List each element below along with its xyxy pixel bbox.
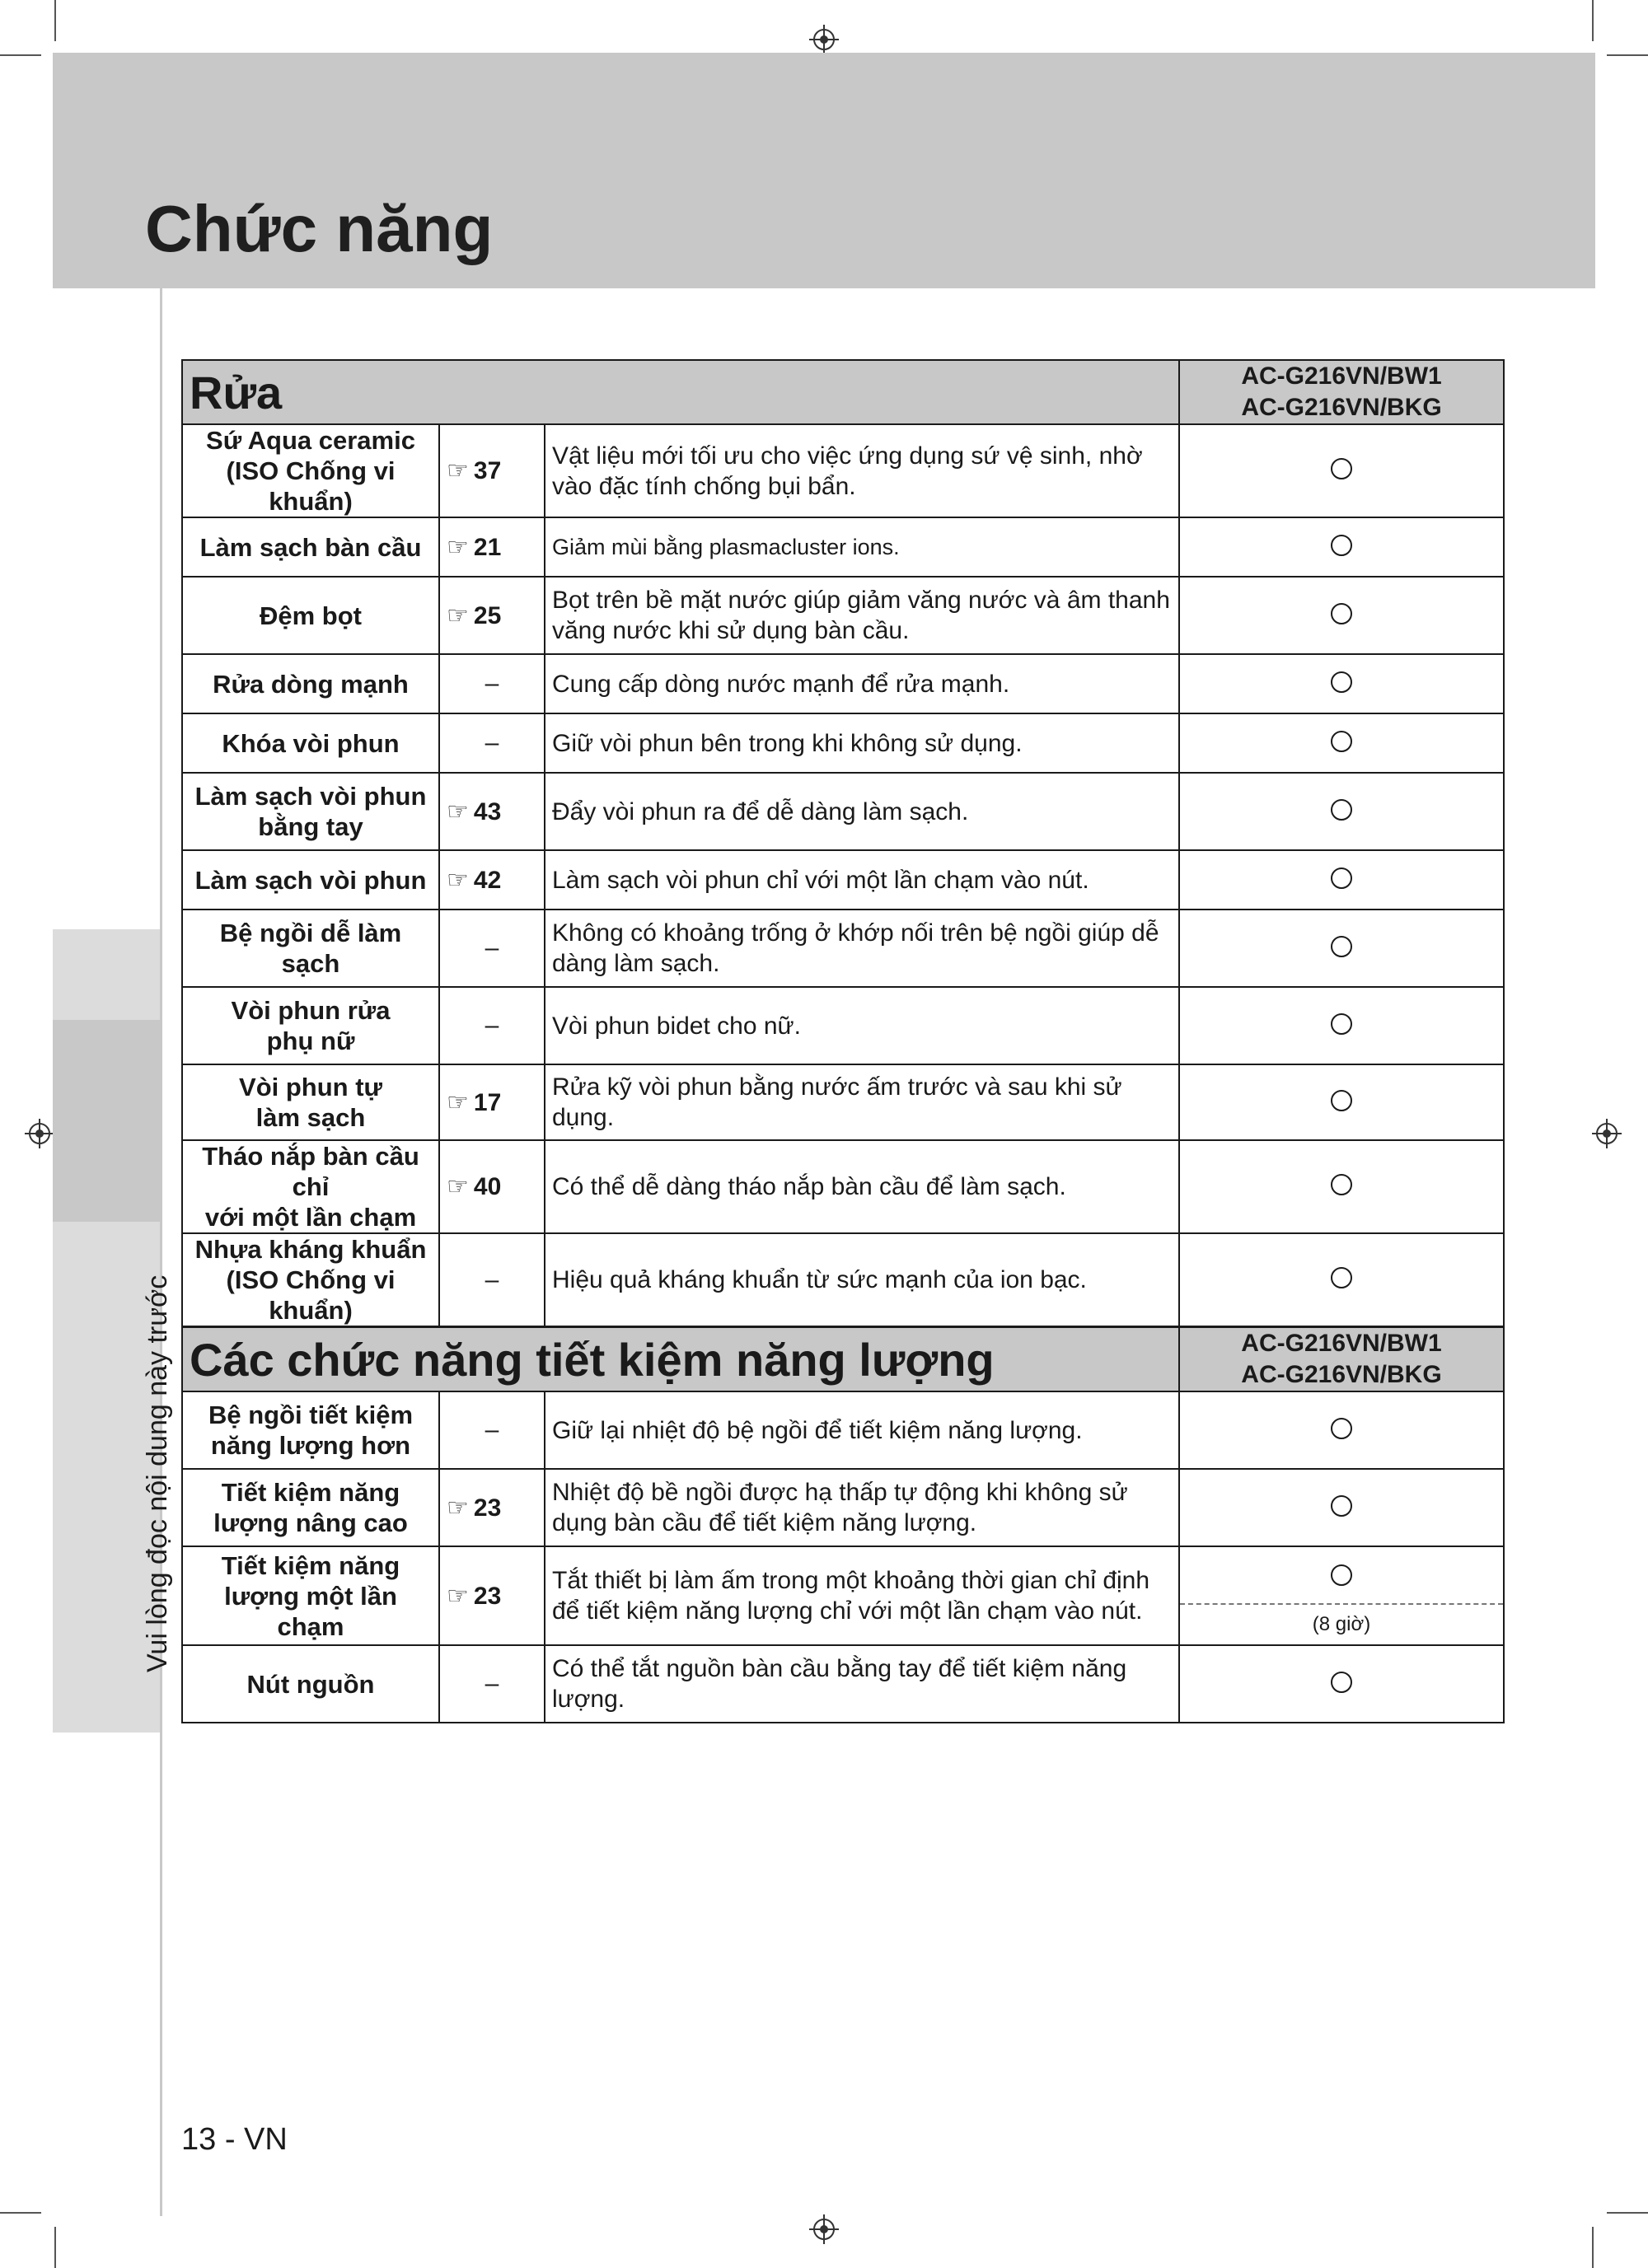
crop-mark: [54, 0, 56, 41]
model-line: AC-G216VN/BKG: [1241, 394, 1442, 421]
circle-icon: [1331, 936, 1352, 957]
mark-note: (8 giờ): [1312, 1613, 1371, 1635]
energy-saving-table: [181, 1326, 1505, 1723]
page-reference: –: [439, 1391, 545, 1469]
feature-name: Vòi phun rửa phụ nữ: [182, 987, 439, 1064]
pointing-hand-icon: ☞: [447, 601, 469, 629]
circle-icon: [1331, 799, 1352, 821]
circle-icon: [1331, 1418, 1352, 1439]
feature-name: Làm sạch vòi phun: [182, 850, 439, 910]
page-number: 13 - VN: [181, 2122, 288, 2157]
crop-mark: [1607, 54, 1648, 56]
crop-mark: [0, 2212, 41, 2214]
feature-description: Đẩy vòi phun ra để dễ dàng làm sạch.: [545, 773, 1179, 850]
table-row: [182, 1469, 1504, 1546]
side-tab-label: Vui lòng đọc nội dung này trước: [142, 1274, 173, 1672]
circle-icon: [1331, 1672, 1352, 1693]
page-reference: ☞ 40: [439, 1140, 545, 1233]
page-reference: ☞ 42: [439, 850, 545, 910]
table-row: [182, 1140, 1504, 1233]
table-row: [182, 987, 1504, 1064]
availability-mark: [1179, 713, 1504, 773]
pointing-hand-icon: ☞: [447, 1173, 469, 1200]
feature-description: Tắt thiết bị làm ấm trong một khoảng thời gian chỉ định để tiết kiệm năng lượng chỉ với một lần chạm vào nút.: [545, 1546, 1179, 1645]
availability-mark: [1179, 773, 1504, 850]
table-row: [182, 773, 1504, 850]
pointing-hand-icon: ☞: [447, 1088, 469, 1116]
feature-description: Rửa kỹ vòi phun bằng nước ấm trước và sau khi sử dụng.: [545, 1064, 1179, 1140]
feature-name: Vòi phun tự làm sạch: [182, 1064, 439, 1140]
pointing-hand-icon: ☞: [447, 457, 469, 484]
table-row: [182, 424, 1504, 517]
table-row: [182, 910, 1504, 987]
circle-icon: [1331, 1090, 1352, 1111]
section-title: Rửa: [182, 360, 1179, 424]
model-header: [1179, 1327, 1504, 1391]
table-row: [182, 850, 1504, 910]
registration-mark-icon: [25, 1119, 54, 1148]
availability-mark: [1179, 1233, 1504, 1326]
feature-name: Bệ ngồi dễ làm sạch: [182, 910, 439, 987]
page-reference: –: [439, 1645, 545, 1723]
table-row: [182, 1064, 1504, 1140]
page-reference: ☞ 37: [439, 424, 545, 517]
page-reference: ☞ 25: [439, 577, 545, 654]
circle-icon: [1331, 731, 1352, 752]
feature-name: Tiết kiệm năng lượng một lần chạm: [182, 1546, 439, 1645]
availability-mark: [1179, 1645, 1504, 1723]
feature-name: Tháo nắp bàn cầu chỉ với một lần chạm: [182, 1140, 439, 1233]
feature-name: Bệ ngồi tiết kiệm năng lượng hơn: [182, 1391, 439, 1469]
table-header-row: [182, 360, 1504, 424]
feature-description: Nhiệt độ bề ngồi được hạ thấp tự động khi không sử dụng bàn cầu để tiết kiệm năng lượng.: [545, 1469, 1179, 1546]
crop-mark: [1607, 2212, 1648, 2214]
model-line: AC-G216VN/BKG: [1241, 1361, 1442, 1388]
page-reference: ☞ 17: [439, 1064, 545, 1140]
availability-mark: [1179, 424, 1504, 517]
section-title: Các chức năng tiết kiệm năng lượng: [182, 1327, 1179, 1391]
registration-mark-icon: [809, 2214, 839, 2244]
model-line: AC-G216VN/BW1: [1241, 362, 1442, 390]
circle-icon: [1331, 603, 1352, 624]
feature-description: Giữ vòi phun bên trong khi không sử dụng.: [545, 713, 1179, 773]
availability-mark: [1179, 910, 1504, 987]
availability-mark: [1179, 517, 1504, 577]
feature-description: Giữ lại nhiệt độ bệ ngồi để tiết kiệm năng lượng.: [545, 1391, 1179, 1469]
feature-description: Có thể tắt nguồn bàn cầu bằng tay để tiết kiệm năng lượng.: [545, 1645, 1179, 1723]
feature-description: Cung cấp dòng nước mạnh để rửa mạnh.: [545, 654, 1179, 713]
feature-description: Vật liệu mới tối ưu cho việc ứng dụng sứ vệ sinh, nhờ vào đặc tính chống bụi bẩn.: [545, 424, 1179, 517]
feature-description: Giảm mùi bằng plasmacluster ions.: [545, 517, 1179, 577]
table-row: [182, 1546, 1504, 1645]
table-row: [182, 654, 1504, 713]
availability-mark: [1179, 1469, 1504, 1546]
side-tab-spacer: [53, 929, 160, 1020]
feature-name: Tiết kiệm năng lượng nâng cao: [182, 1469, 439, 1546]
table-row: [182, 577, 1504, 654]
crop-mark: [54, 2227, 56, 2268]
availability-mark: [1179, 1140, 1504, 1233]
washing-table: [181, 359, 1505, 1327]
feature-description: Làm sạch vòi phun chỉ với một lần chạm vào nút.: [545, 850, 1179, 910]
pointing-hand-icon: ☞: [447, 866, 469, 894]
page-reference: –: [439, 910, 545, 987]
margin-rule: [160, 288, 162, 2216]
circle-icon: [1331, 671, 1352, 693]
feature-description: Bọt trên bề mặt nước giúp giảm văng nước và âm thanh văng nước khi sử dụng bàn cầu.: [545, 577, 1179, 654]
pointing-hand-icon: ☞: [447, 533, 469, 561]
circle-icon: [1331, 1174, 1352, 1195]
page-reference: –: [439, 1233, 545, 1326]
page-title: Chức năng: [145, 192, 494, 265]
feature-name: Sứ Aqua ceramic (ISO Chống vi khuẩn): [182, 424, 439, 517]
availability-mark: [1179, 1391, 1504, 1469]
table-row: [182, 1233, 1504, 1326]
feature-description: Vòi phun bidet cho nữ.: [545, 987, 1179, 1064]
page-reference: –: [439, 987, 545, 1064]
page-reference: –: [439, 654, 545, 713]
page-reference: ☞ 43: [439, 773, 545, 850]
feature-name: Rửa dòng mạnh: [182, 654, 439, 713]
feature-name: Khóa vòi phun: [182, 713, 439, 773]
feature-name: Nút nguồn: [182, 1645, 439, 1723]
model-header: [1179, 360, 1504, 424]
page-reference: ☞ 21: [439, 517, 545, 577]
pointing-hand-icon: ☞: [447, 1582, 469, 1610]
availability-mark: [1179, 850, 1504, 910]
side-tab-marker: [53, 1020, 160, 1222]
table-row: [182, 1391, 1504, 1469]
table-row: [182, 713, 1504, 773]
crop-mark: [1592, 0, 1594, 41]
availability-mark: [1179, 577, 1504, 654]
feature-name: Đệm bọt: [182, 577, 439, 654]
registration-mark-icon: [1592, 1119, 1622, 1148]
circle-icon: [1331, 458, 1352, 479]
page-reference: –: [439, 713, 545, 773]
availability-mark: [1179, 1064, 1504, 1140]
pointing-hand-icon: ☞: [447, 1494, 469, 1522]
circle-icon: [1331, 1495, 1352, 1517]
availability-mark: [1179, 987, 1504, 1064]
model-line: AC-G216VN/BW1: [1241, 1330, 1442, 1357]
feature-description: Có thể dễ dàng tháo nắp bàn cầu để làm sạch.: [545, 1140, 1179, 1233]
circle-icon: [1331, 535, 1352, 556]
feature-name: Làm sạch vòi phun bằng tay: [182, 773, 439, 850]
table-row: [182, 1645, 1504, 1723]
registration-mark-icon: [809, 25, 839, 54]
crop-mark: [0, 54, 41, 56]
page-reference: ☞ 23: [439, 1546, 545, 1645]
feature-name: Nhựa kháng khuẩn (ISO Chống vi khuẩn): [182, 1233, 439, 1326]
page-reference: ☞ 23: [439, 1469, 545, 1546]
table-header-row: [182, 1327, 1504, 1391]
crop-mark: [1592, 2227, 1594, 2268]
circle-icon: [1331, 1564, 1352, 1586]
pointing-hand-icon: ☞: [447, 797, 469, 825]
circle-icon: [1331, 867, 1352, 889]
feature-name: Làm sạch bàn cầu: [182, 517, 439, 577]
availability-mark: [1179, 654, 1504, 713]
feature-description: Không có khoảng trống ở khớp nối trên bệ ngồi giúp dễ dàng làm sạch.: [545, 910, 1179, 987]
circle-icon: [1331, 1267, 1352, 1288]
feature-description: Hiệu quả kháng khuẩn từ sức mạnh của ion bạc.: [545, 1233, 1179, 1326]
circle-icon: [1331, 1013, 1352, 1035]
availability-mark: [1179, 1546, 1504, 1645]
table-row: [182, 517, 1504, 577]
